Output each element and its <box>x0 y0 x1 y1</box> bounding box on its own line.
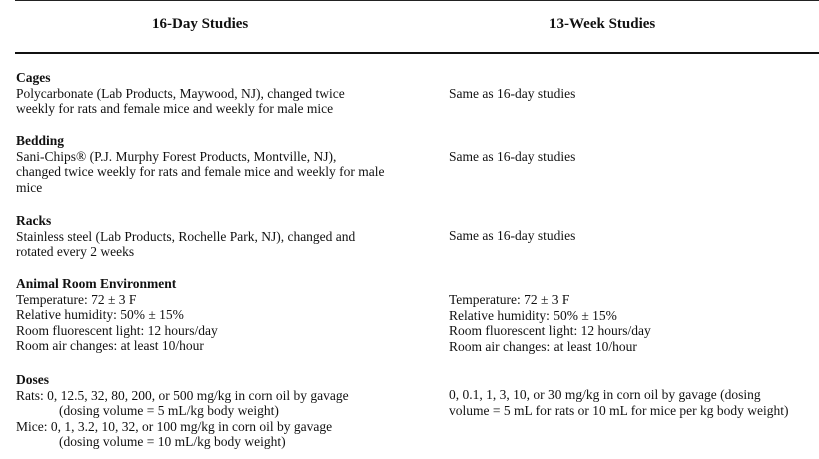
doses-rats-line-1: Rats: 0, 12.5, 32, 80, 200, or 500 mg/kg in corn oil by gavage <box>16 387 349 403</box>
environment-light: Room fluorescent light: 12 hours/day <box>16 322 218 338</box>
bedding-line-2: changed twice weekly for rats and female mice and weekly for male <box>16 164 385 180</box>
environment-humidity: Relative humidity: 50% ± 15% <box>16 307 184 323</box>
cages-line-2: weekly for rats and female mice and weekly for male mice <box>16 101 334 117</box>
doses-13-week-line-1: 0, 0.1, 1, 3, 10, or 30 mg/kg in corn oil by gavage (dosing <box>449 387 761 402</box>
environment-13-week-air: Room air changes: at least 10/hour <box>449 338 637 354</box>
column-header-13-week: 13-Week Studies <box>549 16 656 32</box>
doses-13-week <box>449 387 789 418</box>
racks-title: Racks <box>16 213 52 228</box>
column-header-16-day: 16-Day Studies <box>152 16 249 32</box>
doses-mice-line-1: Mice: 0, 1, 3.2, 10, 32, or 100 mg/kg in corn oil by gavage <box>16 418 333 434</box>
doses-mice-line-2: (dosing volume = 10 mL/kg body weight) <box>59 434 286 450</box>
environment-13-week-temperature: Temperature: 72 ± 3 F <box>449 292 570 307</box>
doses-rats-line-2: (dosing volume = 5 mL/kg body weight) <box>59 403 279 419</box>
top-rule <box>15 0 819 1</box>
bedding-title: Bedding <box>16 133 65 148</box>
cages-title: Cages <box>16 70 51 85</box>
doses-13-week-line-2: volume = 5 mL for rats or 10 mL for mice per kg body weight) <box>449 402 789 418</box>
bedding-13-week: Same as 16-day studies <box>449 149 576 164</box>
cages-line-1: Polycarbonate (Lab Products, Maywood, NJ), changed twice <box>16 85 345 101</box>
racks-line-2: rotated every 2 weeks <box>16 244 135 260</box>
racks-13-week: Same as 16-day studies <box>449 228 576 243</box>
doses-section <box>16 372 349 450</box>
environment-13-week <box>449 292 651 354</box>
environment-temperature: Temperature: 72 ± 3 F <box>16 291 137 307</box>
bedding-line-3: mice <box>16 179 43 195</box>
header-rule <box>15 52 819 54</box>
environment-13-week-light: Room fluorescent light: 12 hours/day <box>449 323 651 339</box>
environment-section <box>16 276 218 354</box>
racks-line-1: Stainless steel (Lab Products, Rochelle Park, NJ), changed and <box>16 228 356 244</box>
racks-section <box>16 213 355 260</box>
cages-section <box>16 70 345 117</box>
environment-13-week-humidity: Relative humidity: 50% ± 15% <box>449 307 617 323</box>
cages-13-week: Same as 16-day studies <box>449 86 576 101</box>
environment-air: Room air changes: at least 10/hour <box>16 338 204 354</box>
bedding-line-1: Sani-Chips® (P.J. Murphy Forest Products, Montville, NJ), <box>16 148 337 164</box>
doses-title: Doses <box>16 372 49 387</box>
environment-title: Animal Room Environment <box>16 276 177 291</box>
bedding-section <box>16 133 384 195</box>
